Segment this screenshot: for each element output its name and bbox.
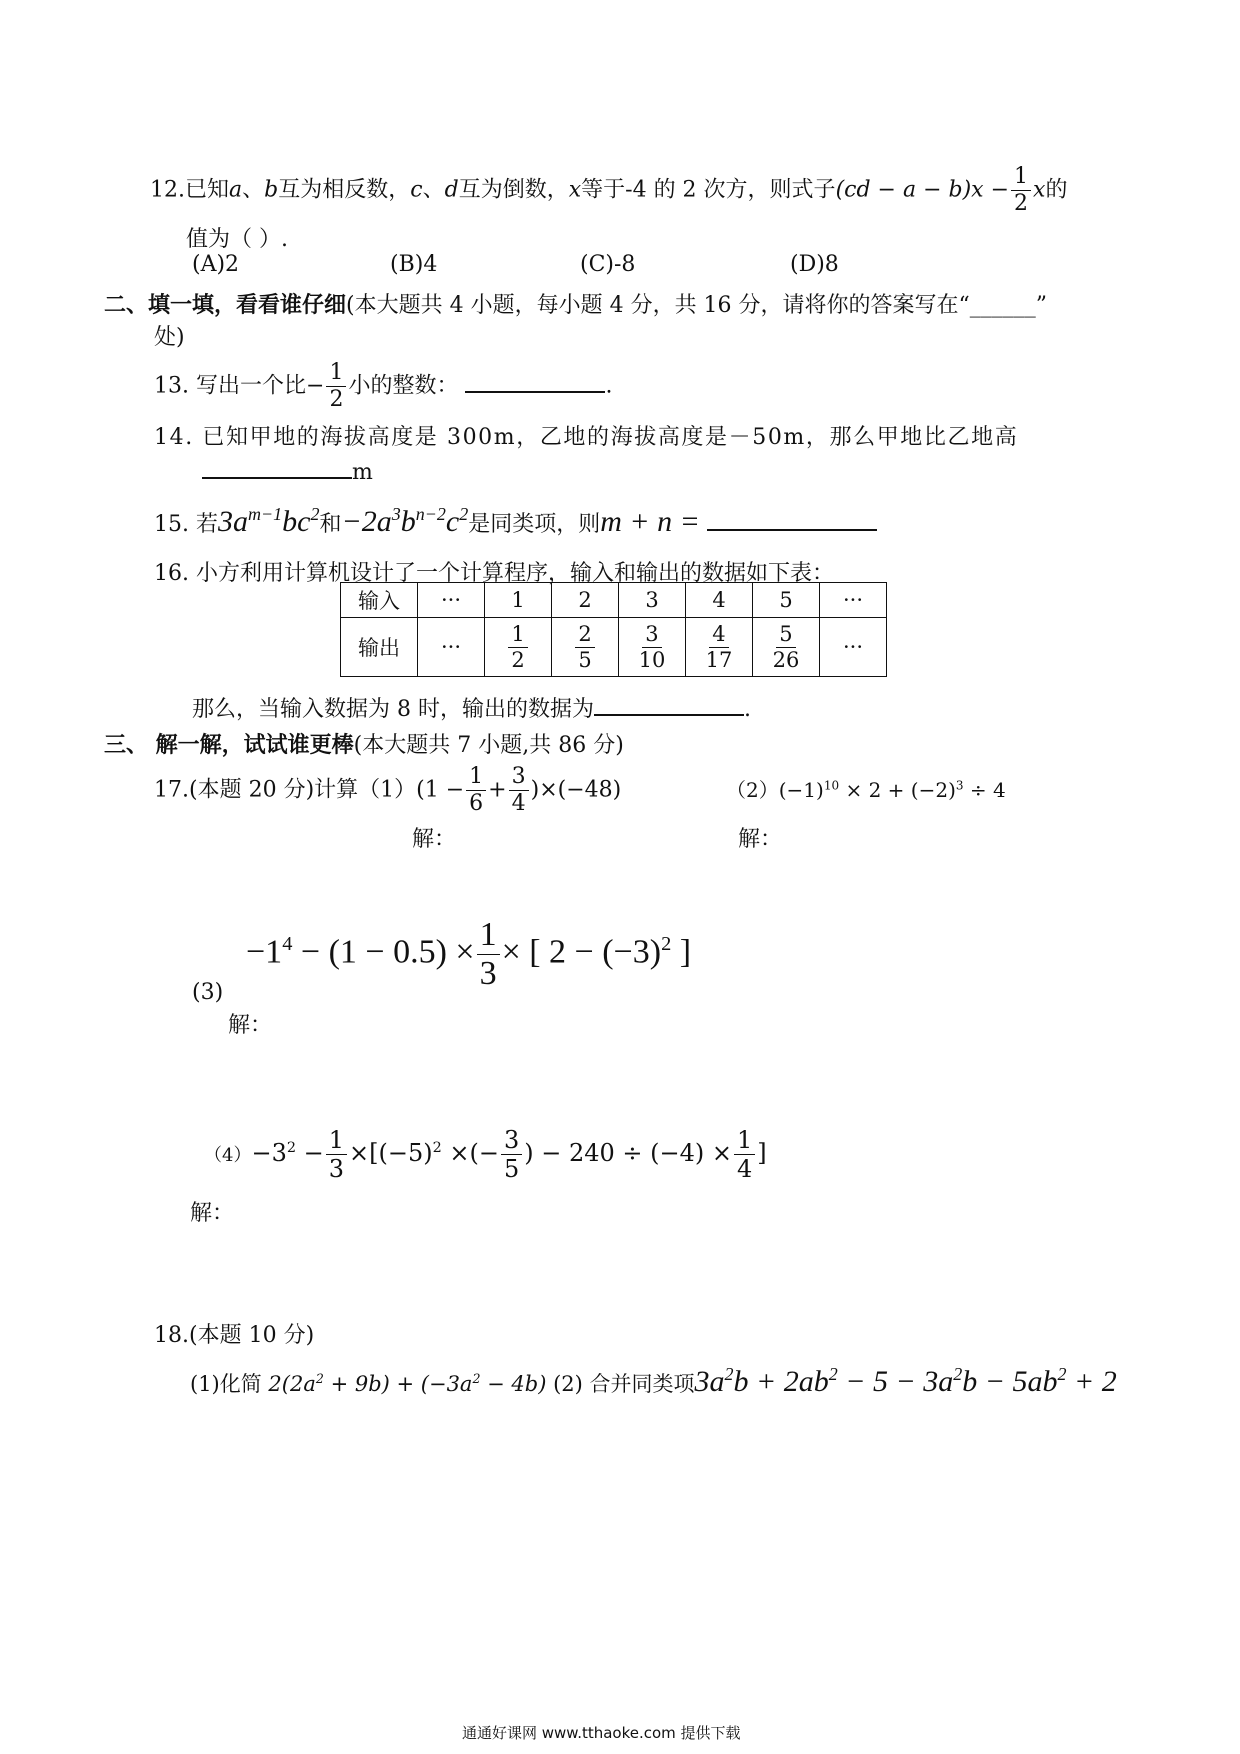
q13 bbox=[154, 362, 612, 411]
frac-den: 10 bbox=[638, 647, 666, 672]
table-cell: ··· bbox=[820, 618, 887, 677]
q12-sep: 、 bbox=[422, 177, 445, 203]
expr: (−1) bbox=[778, 778, 824, 802]
q12-text: 已知 bbox=[185, 177, 230, 203]
fraction bbox=[636, 621, 669, 672]
expr: − bbox=[296, 1139, 324, 1167]
q14-unit: m bbox=[352, 460, 373, 485]
q17-part2 bbox=[726, 774, 1006, 803]
q12-var-b: b bbox=[264, 177, 279, 203]
fraction bbox=[770, 621, 803, 672]
section2-desc2: 处) bbox=[154, 325, 185, 350]
q15-text: 是同类项，则 bbox=[468, 512, 601, 537]
q12-var-a: a bbox=[229, 177, 243, 203]
q17-part4 bbox=[204, 1128, 767, 1181]
part-label: （4） bbox=[204, 1145, 252, 1166]
frac-num: 3 bbox=[501, 1128, 522, 1155]
sup: 2 bbox=[472, 1371, 481, 1386]
q16-followup bbox=[192, 692, 751, 723]
table-cell: 5 bbox=[753, 583, 820, 618]
q15-answer-blank[interactable] bbox=[707, 528, 877, 531]
section3-header bbox=[104, 728, 624, 759]
solve-label: 解： bbox=[412, 827, 457, 852]
table-cell: 3 bbox=[619, 583, 686, 618]
q15-number: 15. bbox=[154, 512, 189, 537]
section2-desc: (本大题共 4 小题，每小题 4 分，共 16 分，请将你的答案写在“______” bbox=[346, 293, 1048, 318]
section2-heading: 二、填一填，看看谁仔细 bbox=[104, 293, 347, 318]
q14-text: 已知甲地的海拔高度是 300m，乙地的海拔高度是－50m，那么甲地比乙地高 bbox=[202, 425, 1019, 450]
q12-sep: 、 bbox=[242, 177, 265, 203]
q13-text: 写出一个比 bbox=[196, 373, 307, 399]
table-cell: 2 bbox=[552, 583, 619, 618]
frac-den: 2 bbox=[1014, 191, 1029, 216]
q18-parts bbox=[190, 1364, 1117, 1399]
q15-text: 若 bbox=[196, 512, 219, 537]
frac-num: 2 bbox=[575, 624, 594, 648]
frac-den: 2 bbox=[329, 387, 344, 412]
sup: 10 bbox=[823, 778, 840, 793]
fraction bbox=[703, 621, 736, 672]
expr: + 9b) + (−3a bbox=[323, 1372, 473, 1396]
sup: 2 bbox=[432, 1140, 442, 1156]
term: bc bbox=[282, 505, 311, 538]
q15-expression: m + n = bbox=[600, 505, 700, 538]
table-cell: ··· bbox=[820, 583, 887, 618]
q12-line1 bbox=[150, 166, 1067, 215]
frac-den: 26 bbox=[772, 647, 800, 672]
part-label: (1)化简 bbox=[190, 1372, 262, 1396]
frac-den: 4 bbox=[737, 1155, 753, 1183]
frac-num: 5 bbox=[776, 624, 795, 648]
sup: m−1 bbox=[248, 504, 283, 524]
q14-line2 bbox=[202, 460, 373, 485]
term: c bbox=[445, 505, 460, 538]
q12-var-c: c bbox=[410, 177, 423, 203]
expr: −1 bbox=[246, 933, 283, 971]
frac-num: 1 bbox=[466, 766, 486, 791]
q15-term2 bbox=[342, 505, 469, 538]
expr: ÷ 4 bbox=[963, 778, 1006, 802]
frac-num: 1 bbox=[477, 918, 500, 955]
fraction bbox=[508, 621, 527, 672]
q17-part1 bbox=[154, 766, 621, 815]
q17-intro: (本题 20 分)计算（1） bbox=[189, 777, 417, 803]
term: −2a bbox=[341, 505, 392, 538]
sup: 2 bbox=[661, 932, 672, 955]
fraction bbox=[734, 1128, 755, 1181]
frac-den: 6 bbox=[469, 791, 484, 816]
expr: + 2 bbox=[1066, 1365, 1117, 1398]
q15 bbox=[154, 504, 877, 539]
q12-option-b: (B)4 bbox=[390, 252, 438, 277]
expr: × 2 + (−2) bbox=[839, 778, 956, 802]
expr: + bbox=[488, 777, 507, 803]
frac-num: 3 bbox=[642, 624, 661, 648]
q13-minus: − bbox=[306, 373, 325, 399]
sup: 2 bbox=[459, 504, 469, 524]
table-cell bbox=[552, 618, 619, 677]
sup: 2 bbox=[724, 1364, 734, 1384]
frac-den: 4 bbox=[511, 791, 526, 816]
q12-text: 等于-4 的 2 次方，则式子 bbox=[581, 177, 836, 203]
frac-den: 3 bbox=[479, 955, 497, 992]
q12-var-d: d bbox=[444, 177, 459, 203]
sup: 2 bbox=[828, 1364, 838, 1384]
q16-number: 16. bbox=[154, 561, 189, 586]
q16-answer-blank[interactable] bbox=[594, 713, 744, 716]
expr: ×(− bbox=[441, 1139, 499, 1167]
sup: 2 bbox=[310, 504, 320, 524]
q14-answer-blank[interactable] bbox=[202, 476, 352, 479]
table-cell bbox=[485, 618, 552, 677]
expr: − 5 − 3a bbox=[837, 1365, 954, 1398]
sup: 4 bbox=[282, 932, 293, 955]
q12-expression: (cd − a − b)x − bbox=[835, 177, 1010, 203]
expr: (1 − bbox=[416, 777, 465, 803]
fraction bbox=[326, 1128, 347, 1181]
table-cell bbox=[753, 618, 820, 677]
q12-option-a: (A)2 bbox=[192, 252, 240, 277]
sup: 2 bbox=[953, 1364, 963, 1384]
sup: 2 bbox=[315, 1371, 324, 1386]
solve-label: 解： bbox=[228, 1013, 273, 1038]
fraction bbox=[466, 766, 486, 815]
q12-number: 12. bbox=[150, 177, 185, 203]
table-row bbox=[341, 618, 887, 677]
q14-line1 bbox=[154, 420, 1018, 451]
table-cell bbox=[686, 618, 753, 677]
table-cell: 1 bbox=[485, 583, 552, 618]
q12-var-x: x bbox=[568, 177, 582, 203]
fraction bbox=[477, 918, 500, 991]
q12-line2: 值为（ ）. bbox=[186, 227, 288, 252]
sup: n−2 bbox=[415, 504, 446, 524]
frac-den: 3 bbox=[328, 1155, 345, 1183]
fraction bbox=[501, 1128, 522, 1181]
q12-text: 互为相反数， bbox=[278, 177, 411, 203]
io-table bbox=[340, 582, 887, 677]
q18-intro: (本题 10 分) bbox=[189, 1323, 315, 1348]
section3-heading: 三、 解一解，试试谁更棒 bbox=[104, 733, 354, 758]
q13-end: . bbox=[605, 373, 613, 399]
q18-header bbox=[154, 1318, 314, 1349]
frac-den: 5 bbox=[578, 647, 592, 672]
table-cell bbox=[619, 618, 686, 677]
q12-text: 的 bbox=[1045, 177, 1068, 203]
part-label: （2） bbox=[726, 778, 779, 802]
expr: −3 bbox=[251, 1139, 287, 1167]
expr: b − 5ab bbox=[962, 1365, 1058, 1398]
expr: 3a bbox=[694, 1365, 725, 1398]
term: b bbox=[400, 505, 416, 538]
frac-num: 3 bbox=[509, 766, 529, 791]
expr: − 4b) bbox=[480, 1372, 547, 1396]
q13-text: 小的整数： bbox=[348, 373, 459, 399]
q14-number: 14. bbox=[154, 425, 194, 450]
solve-label: 解： bbox=[190, 1201, 235, 1226]
expr: ) − 240 ÷ (−4) × bbox=[524, 1139, 733, 1167]
q12-var-x: x bbox=[1033, 177, 1046, 203]
q18-number: 18. bbox=[154, 1323, 189, 1348]
q12-fraction bbox=[1011, 166, 1031, 215]
q15-and: 和 bbox=[319, 512, 342, 537]
term: 3a bbox=[218, 505, 249, 538]
sup: 3 bbox=[955, 778, 964, 793]
frac-num: 4 bbox=[709, 624, 728, 648]
expr: )×(−48) bbox=[530, 777, 622, 803]
q12-option-d: (D)8 bbox=[790, 252, 839, 277]
sup: 2 bbox=[1057, 1364, 1067, 1384]
q13-number: 13. bbox=[154, 373, 189, 399]
q12-option-c: (C)-8 bbox=[580, 252, 636, 277]
section3-desc: (本大题共 7 小题,共 86 分) bbox=[353, 733, 624, 758]
input-label: 输入 bbox=[341, 583, 418, 618]
expr: − (1 − 0.5) × bbox=[292, 933, 475, 971]
q18-part2-expr bbox=[695, 1365, 1117, 1398]
expr: b + 2ab bbox=[733, 1365, 829, 1398]
q17-part3-label: (3) bbox=[192, 980, 224, 1005]
q13-answer-blank[interactable] bbox=[465, 390, 605, 393]
q17-part3-expr bbox=[246, 918, 691, 991]
table-cell: ··· bbox=[418, 618, 485, 677]
expr: ×[(−5) bbox=[349, 1139, 433, 1167]
footer: 通通好课网 www.tthaoke.com 提供下载 bbox=[462, 1724, 741, 1742]
solve-label: 解： bbox=[738, 827, 783, 852]
q13-fraction bbox=[326, 362, 346, 411]
frac-num: 1 bbox=[326, 362, 346, 387]
fraction bbox=[509, 766, 529, 815]
frac-num: 1 bbox=[1011, 166, 1031, 191]
frac-den: 2 bbox=[511, 647, 525, 672]
sup: 2 bbox=[286, 1140, 296, 1156]
q16-text: 小方利用计算机设计了一个计算程序，输入和输出的数据如下表： bbox=[196, 561, 835, 586]
q12-text: 互为倒数， bbox=[458, 177, 569, 203]
fraction bbox=[575, 621, 594, 672]
expr: ] bbox=[671, 933, 692, 971]
expr: × [ 2 − (−3) bbox=[501, 933, 662, 971]
q15-term1 bbox=[218, 505, 319, 538]
frac-den: 17 bbox=[705, 647, 733, 672]
frac-den: 5 bbox=[503, 1155, 520, 1183]
section2-header bbox=[104, 288, 1047, 319]
expr: ] bbox=[757, 1139, 767, 1167]
sup: 3 bbox=[391, 504, 401, 524]
part-label: (2) 合并同类项 bbox=[553, 1372, 695, 1396]
q17-number: 17. bbox=[154, 777, 189, 803]
frac-num: 1 bbox=[734, 1128, 755, 1155]
output-label: 输出 bbox=[341, 618, 418, 677]
table-cell: ··· bbox=[418, 583, 485, 618]
q16-followup-text: 那么，当输入数据为 8 时，输出的数据为 bbox=[192, 697, 594, 722]
expr: 2(2a bbox=[261, 1372, 316, 1396]
q18-part1-expr bbox=[262, 1372, 547, 1396]
frac-num: 1 bbox=[326, 1128, 347, 1155]
table-row bbox=[341, 583, 887, 618]
frac-num: 1 bbox=[508, 624, 527, 648]
table-cell: 4 bbox=[686, 583, 753, 618]
q16-end: . bbox=[744, 697, 751, 722]
